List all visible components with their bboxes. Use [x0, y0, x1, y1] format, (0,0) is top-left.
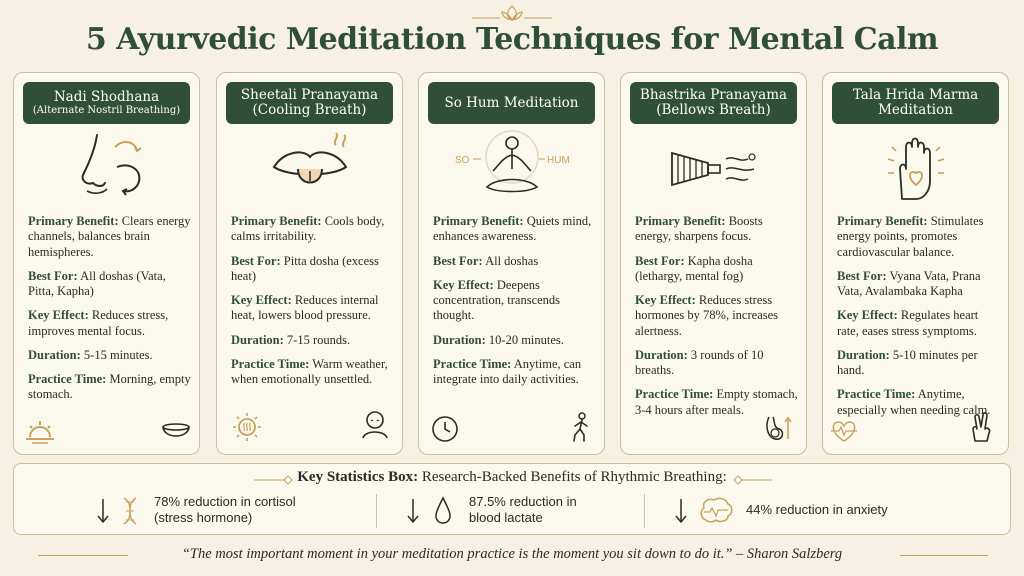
stat-anxiety — [746, 502, 888, 518]
detail-label: Duration: — [231, 332, 284, 347]
detail-label: Primary Benefit: — [837, 214, 928, 228]
detail-text: Warm weather, when emotionally unsettled. — [231, 356, 388, 386]
detail-label: Practice Time: — [433, 356, 512, 371]
card-details — [28, 214, 192, 412]
card-title: Nadi Shodhana — [53, 89, 160, 106]
detail-label: Duration: — [28, 347, 81, 362]
detail-label: Primary Benefit: — [28, 214, 119, 228]
detail-text: Pitta dosha (excess heat) — [231, 253, 379, 283]
detail-text: 5-10 minutes per hand. — [837, 347, 978, 377]
detail-text: Deepens concentration, transcends thought. — [433, 277, 561, 323]
detail-text: Reduces internal heat, lowers blood pressure. — [231, 293, 379, 323]
technique-card-sheetali — [216, 72, 403, 455]
card-title: Tala Hrida Marma — [852, 87, 979, 104]
detail-label: Primary Benefit: — [635, 214, 726, 228]
card-details — [837, 214, 1001, 427]
sunrise-icon — [24, 415, 56, 447]
stat-blood-lactate — [469, 494, 577, 527]
quote-divider — [900, 555, 988, 556]
stats-heading: Research-Backed Benefits of Rhythmic Breathing: — [421, 469, 727, 485]
detail-text: 5-15 minutes. — [83, 347, 153, 362]
down-arrow-icon — [406, 498, 420, 524]
detail-text: All doshas (Vata, Pitta, Kapha) — [28, 268, 166, 298]
detail-text: 10-20 minutes. — [488, 332, 564, 347]
detail-text: Anytime, especially when needing calm. — [837, 387, 991, 417]
stats-title — [14, 469, 1010, 486]
detail-text: 7-15 rounds. — [286, 332, 351, 347]
down-arrow-icon — [96, 498, 110, 524]
stats-label: Key Statistics Box: — [297, 469, 419, 485]
detail-text: Empty stomach, 3-4 hours after meals. — [635, 387, 798, 417]
technique-card-tala-hrida — [822, 72, 1009, 455]
walking-person-icon — [565, 411, 597, 443]
so-label: SO — [455, 155, 470, 166]
detail-text: 3 rounds of 10 breaths. — [635, 347, 764, 377]
stat-line: (stress hormone) — [154, 510, 253, 526]
technique-card-so-hum — [418, 72, 605, 455]
meditating-person-icon — [449, 129, 576, 209]
stat-line: 44% reduction in anxiety — [746, 502, 888, 517]
card-title: So Hum Meditation — [444, 94, 579, 111]
brain-icon — [698, 496, 734, 524]
lotus-ornament-icon — [472, 4, 552, 22]
dna-icon — [122, 496, 138, 526]
detail-text: All doshas — [485, 253, 539, 268]
detail-text: Kapha dosha (lethargy, mental fog) — [635, 253, 753, 283]
clock-icon — [429, 413, 461, 445]
hand-heart-icon — [866, 129, 966, 209]
detail-label: Best For: — [231, 253, 281, 268]
card-subtitle: (Alternate Nostril Breathing) — [32, 104, 181, 116]
card-title: Bhastrika Pranayama — [639, 87, 788, 104]
hot-sun-icon — [231, 411, 263, 443]
detail-text: Quiets mind, enhances awareness. — [433, 214, 592, 244]
stat-line: 78% reduction in cortisol — [154, 494, 296, 509]
card-header — [23, 82, 190, 124]
detail-label: Best For: — [635, 253, 685, 268]
card-title: Sheetali Pranayama — [240, 87, 379, 104]
detail-text: Boosts energy, sharpens focus. — [635, 214, 763, 244]
detail-label: Primary Benefit: — [433, 214, 524, 228]
card-subtitle: Meditation — [878, 102, 953, 118]
stomach-timer-icon — [761, 411, 793, 443]
detail-label: Best For: — [28, 268, 78, 283]
ornament-icon — [732, 474, 772, 486]
stat-line: blood lactate — [469, 510, 543, 526]
detail-text: Anytime, can integrate into daily activities. — [433, 356, 582, 386]
card-header — [226, 82, 393, 124]
divider — [644, 494, 645, 528]
detail-label: Duration: — [837, 347, 890, 362]
card-header — [630, 82, 797, 124]
detail-label: Key Effect: — [28, 308, 89, 323]
card-details — [635, 214, 799, 427]
stat-cortisol — [154, 494, 296, 527]
card-header — [428, 82, 595, 124]
page-title: 5 Ayurvedic Meditation Techniques for Mental Calm — [85, 22, 939, 57]
detail-text: Clears energy channels, balances brain hemispheres. — [28, 214, 191, 259]
hum-label: HUM — [547, 155, 570, 166]
detail-label: Key Effect: — [433, 277, 494, 292]
detail-text: Reduces stress, improves mental focus. — [28, 308, 169, 338]
detail-text: Vyana Vata, Prana Vata, Avalambaka Kapha — [837, 268, 981, 298]
detail-label: Key Effect: — [837, 308, 898, 323]
detail-text: Morning, empty stomach. — [28, 372, 191, 402]
key-statistics-box — [13, 463, 1011, 535]
divider — [376, 494, 377, 528]
detail-label: Duration: — [433, 332, 486, 347]
detail-label: Practice Time: — [231, 356, 310, 371]
bowl-icon — [160, 415, 192, 447]
technique-card-nadi-shodhana — [13, 72, 200, 455]
drop-icon — [434, 496, 452, 524]
detail-label: Duration: — [635, 347, 688, 362]
detail-label: Practice Time: — [635, 387, 714, 402]
detail-label: Key Effect: — [635, 293, 696, 307]
card-header — [832, 82, 999, 124]
heartbeat-icon — [829, 419, 859, 443]
card-details — [433, 214, 597, 396]
detail-label: Best For: — [837, 268, 887, 283]
detail-text: Regulates heart rate, eases stress symptoms. — [837, 308, 979, 338]
technique-card-bhastrika — [620, 72, 807, 455]
quote-text: “The most important moment in your meditation practice is the moment you sit down to do it.” – Sharon Salzberg — [181, 546, 843, 562]
down-arrow-icon — [674, 498, 688, 524]
detail-text: Cools body, calms irritability. — [231, 214, 385, 244]
detail-label: Key Effect: — [231, 293, 292, 307]
mouth-tongue-icon — [260, 129, 360, 209]
card-subtitle: (Bellows Breath) — [656, 102, 771, 118]
detail-label: Practice Time: — [837, 387, 916, 402]
detail-label: Primary Benefit: — [231, 214, 322, 228]
bellows-icon — [664, 129, 764, 209]
card-subtitle: (Cooling Breath) — [252, 102, 367, 118]
peace-hand-icon — [965, 411, 997, 443]
nose-breath-icon — [57, 129, 157, 209]
detail-label: Practice Time: — [28, 372, 107, 386]
detail-text: Stimulates energy points, promotes cardiovascular balance. — [837, 214, 984, 259]
detail-label: Best For: — [433, 253, 483, 268]
detail-text: Reduces stress hormones by 78%, increases alertness. — [635, 293, 779, 338]
card-details — [231, 214, 395, 396]
stat-line: 87.5% reduction in — [469, 494, 577, 509]
calm-face-icon — [359, 407, 391, 439]
